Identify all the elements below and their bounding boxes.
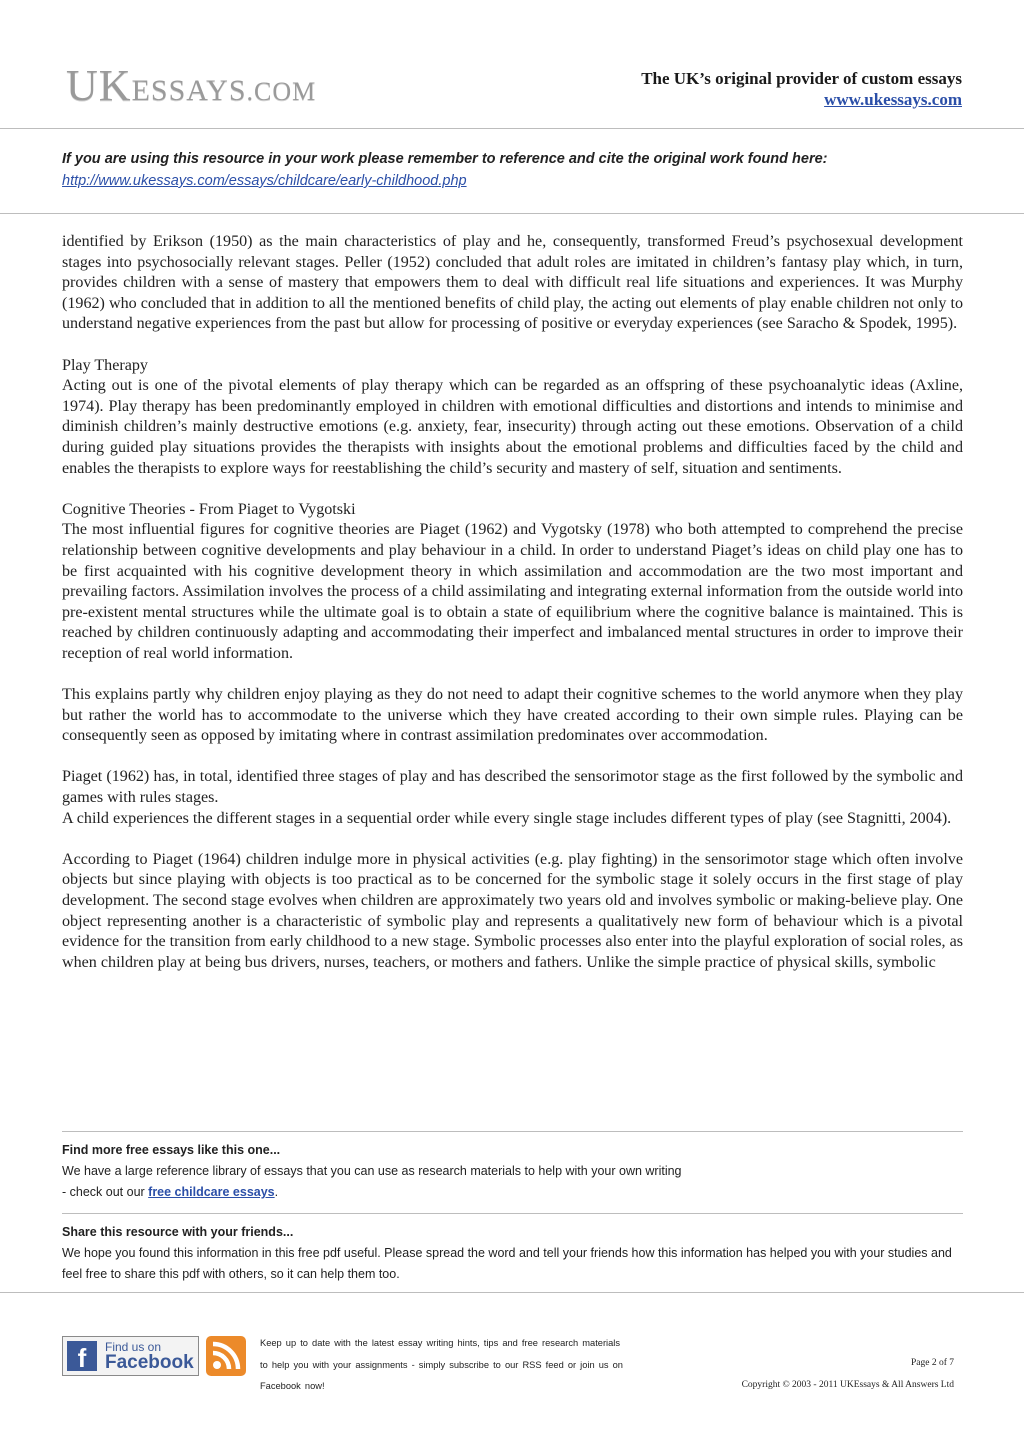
- body-paragraph: Acting out is one of the pivotal elements of play therapy which can be regarded as an offspring of these psychoanalytic ideas (Axline, 1974). Play therapy has been predominantly employed in children with emotional difficulties and distortions and intends to minimise and diminish children’s mainly destructive emotions (e.g. anxiety, fear, insecurity) through acting out these emotions. Observation of a child during guided play situations provides the therapists with insights about the emotional problems and difficulties faced by the child and enables the therapists to explore ways for reestablishing the child’s security and mastery of self, situation and sentiments.: [62, 377, 963, 477]
- share-text: We hope you found this information in this free pdf useful. Please spread the word and tell your friends how this information has helped you with your studies and feel free to share this pdf with others, so it can help them too.: [62, 1246, 952, 1281]
- body-paragraph: identified by Erikson (1950) as the main characteristics of play and he, consequently, transformed Freud’s psychosexual development stages into psychosocially relevant stages. Peller (1952) concluded that adult roles are imitated in children’s fantasy play which, in turn, provides children with a sense of mastery that empowers them to deal with difficult real life situations and experiences. It was Murphy (1962) who concluded that in addition to all the mentioned benefits of child play, the acting out elements of play enable children not only to understand negative experiences from the past but allow for processing of positive or everyday experiences (see Saracho & Spodek, 1995).: [62, 233, 963, 333]
- copyright-notice: Copyright © 2003 - 2011 UKEssays & All Answers Ltd: [741, 1379, 954, 1390]
- citation-message: If you are using this resource in your work please remember to reference and cite the original work found here:: [62, 151, 828, 167]
- rss-icon[interactable]: [206, 1336, 246, 1376]
- facebook-badge-button[interactable]: [62, 1336, 199, 1376]
- subscribe-text: Keep up to date with the latest essay writing hints, tips and free research materials to help you with your assignments - simply subscribe to our RSS feed or join us on Facebook now!: [260, 1338, 623, 1391]
- citation-divider: [0, 213, 1024, 214]
- facebook-badge-line1: Find us on: [105, 1340, 162, 1354]
- section-heading-cognitive-theories: Cognitive Theories - From Piaget to Vygotski: [62, 500, 356, 518]
- body-paragraph: This explains partly why children enjoy playing as they do not need to adapt their cognitive schemes to the world anymore when they play but rather the world has to accommodate to the universe which they have created according to their own simple rules. Playing can be consequently seen as opposed by imitating where in contrast assimilation predominates over accommodation.: [62, 686, 963, 745]
- find-more-title: Find more free essays like this one...: [62, 1143, 281, 1157]
- body-paragraph: Piaget (1962) has, in total, identified three stages of play and has described the sensorimotor stage as the first followed by the symbolic and games with rules stages.: [62, 768, 963, 807]
- header-tagline: [641, 68, 962, 110]
- ukessays-logo[interactable]: UKESSAYS.COM: [66, 61, 317, 110]
- citation-notice: [62, 148, 982, 192]
- body-paragraph: According to Piaget (1964) children indulge more in physical activities (e.g. play fighting) in the sensorimotor stage which often involve objects but since playing with objects is too practical as to be concerned for the symbolic stage it solely occurs in the first stage of play development. The second stage evolves when children are approximately two years old and involves symbolic or making-believe play. One object representing another is a characteristic of symbolic play and represents a qualitatively new form of behaviour which is a pivotal evidence for the transition from early childhood to a new stage. Symbolic processes also enter into the playful exploration of social roles, as when children play at being bus drivers, nurses, teachers, or mothers and fathers. Unlike the simple practice of physical skills, symbolic: [62, 850, 963, 971]
- citation-url-link[interactable]: http://www.ukessays.com/essays/childcare/early-childhood.php: [62, 173, 467, 189]
- share-resource-box: [62, 1222, 963, 1285]
- find-more-essays-box: [62, 1140, 963, 1203]
- facebook-icon: f: [67, 1341, 97, 1371]
- promo-divider-top: [62, 1131, 963, 1132]
- page-number: Page 2 of 7: [910, 1358, 954, 1368]
- tagline-text: The UK’s original provider of custom essays: [641, 69, 962, 88]
- page-info: [742, 1353, 954, 1396]
- facebook-badge-line2: Facebook: [105, 1352, 194, 1373]
- essay-body: [62, 232, 963, 973]
- page-header: [0, 0, 1024, 128]
- header-divider: [0, 128, 1024, 129]
- footer-divider: [0, 1292, 1024, 1293]
- rss-feed-icon: [206, 1336, 246, 1376]
- promo-divider-middle: [62, 1213, 963, 1214]
- section-heading-play-therapy: Play Therapy: [62, 356, 148, 374]
- free-childcare-essays-link[interactable]: free childcare essays: [148, 1185, 275, 1199]
- body-paragraph: A child experiences the different stages in a sequential order while every single stage includes different types of play (see Stagnitti, 2004).: [62, 809, 952, 827]
- find-more-link-line: - check out our free childcare essays.: [62, 1185, 279, 1199]
- page-footer: [0, 1320, 1024, 1449]
- find-more-text: We have a large reference library of essays that you can use as research materials to help with your own writing: [62, 1164, 682, 1178]
- site-link[interactable]: www.ukessays.com: [824, 90, 962, 109]
- body-paragraph: The most influential figures for cognitive theories are Piaget (1962) and Vygotsky (1978) who both attempted to comprehend the precise relationship between cognitive developments and play behaviour in a child. In order to understand Piaget’s ideas on child play one has to be first acquainted with his cognitive development theory in which assimilation and accommodation are the two most important and prevailing factors. Assimilation involves the process of a child assimilating and integrating external information from the outside world into pre-existent mental structures while the ultimate goal is to obtain a state of equilibrium where the cognitive balance is maintained. This is reached by children continuously adapting and accommodating their imperfect and imbalanced mental structures in order to improve their reception of real world information.: [62, 521, 963, 662]
- share-title: Share this resource with your friends...: [62, 1225, 294, 1239]
